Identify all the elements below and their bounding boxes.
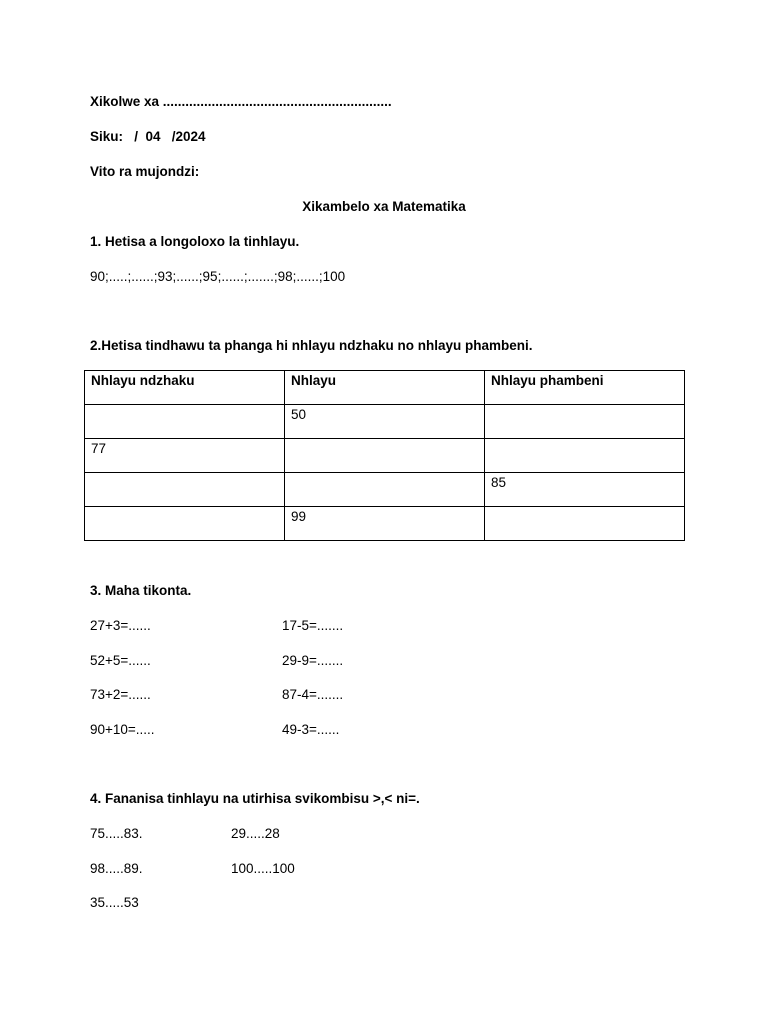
sum-item: 73+2=...... <box>90 687 151 702</box>
header-after: Nhlayu phambeni <box>485 371 685 405</box>
question-1-prompt: 1. Hetisa a longoloxo la tinhlayu. <box>90 234 300 249</box>
question-3-prompt: 3. Maha tikonta. <box>90 583 192 598</box>
table-row <box>85 507 685 541</box>
question-1-sequence: 90;.....;......;93;......;95;......;.......;98;......;100 <box>90 269 346 284</box>
table-cell <box>85 405 285 439</box>
compare-item: 100.....100 <box>231 861 295 876</box>
sum-item: 90+10=..... <box>90 722 155 737</box>
table-cell <box>485 507 685 541</box>
table-cell <box>85 473 285 507</box>
sum-item: 87-4=....... <box>282 687 344 702</box>
student-name-line: Vito ra mujondzi: <box>90 164 200 179</box>
compare-item: 29.....28 <box>231 826 280 841</box>
question-4-prompt: 4. Fananisa tinhlayu na utirhisa svikombisu >,< ni=. <box>90 791 420 806</box>
sum-item: 17-5=....... <box>282 618 344 633</box>
table-cell <box>85 507 285 541</box>
table-row <box>85 473 685 507</box>
table-cell: 99 <box>285 507 485 541</box>
table-row <box>85 405 685 439</box>
header-number: Nhlayu <box>285 371 485 405</box>
sum-item: 27+3=...... <box>90 618 151 633</box>
sum-item: 29-9=....... <box>282 653 344 668</box>
table-cell <box>485 439 685 473</box>
compare-item: 35.....53 <box>90 895 139 910</box>
table-cell <box>285 473 485 507</box>
table-cell: 85 <box>485 473 685 507</box>
question-2-prompt: 2.Hetisa tindhawu ta phanga hi nhlayu ndzhaku no nhlayu phambeni. <box>90 338 533 353</box>
page-title: Xikambelo xa Matematika <box>302 199 466 214</box>
compare-item: 98.....89. <box>90 861 143 876</box>
sum-item: 49-3=...... <box>282 722 340 737</box>
table-cell <box>285 439 485 473</box>
table-header-row <box>85 371 685 405</box>
sum-item: 52+5=...... <box>90 653 151 668</box>
number-table <box>84 370 685 541</box>
table-cell: 77 <box>85 439 285 473</box>
school-name-line: Xikolwe xa ............................................................. <box>90 94 392 109</box>
date-line: Siku: / 04 /2024 <box>90 129 206 144</box>
table-cell <box>485 405 685 439</box>
compare-item: 75.....83. <box>90 826 143 841</box>
header-before: Nhlayu ndzhaku <box>85 371 285 405</box>
table-cell: 50 <box>285 405 485 439</box>
table-row <box>85 439 685 473</box>
